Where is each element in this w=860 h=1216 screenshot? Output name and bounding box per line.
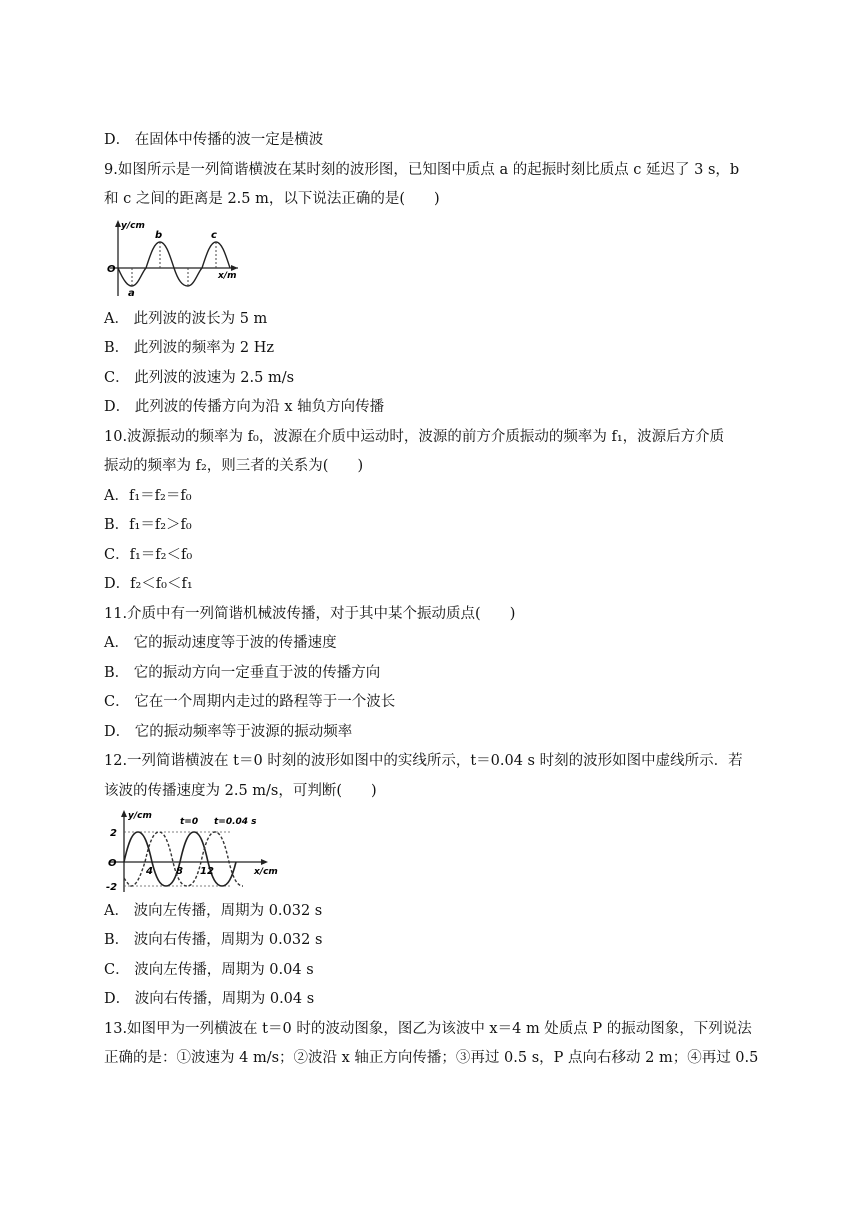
q9-option-a: A． 此列波的波长为 5 m — [104, 311, 268, 327]
q9-origin-label: O — [107, 264, 116, 275]
q9-option-b: B． 此列波的频率为 2 Hz — [104, 340, 274, 356]
q12-option-a: A． 波向左传播，周期为 0.032 s — [104, 903, 323, 919]
q10-option-a: A．f₁＝f₂＝f₀ — [104, 488, 192, 504]
q10-option-c: C．f₁＝f₂＜f₀ — [104, 547, 193, 563]
q9-x-axis-label: x/m — [218, 271, 237, 281]
q12-ytick-2: 2 — [110, 828, 117, 839]
q9-wave-curve — [118, 242, 230, 286]
q12-label-t004: t=0.04 s — [214, 817, 257, 827]
q10-stem-line-2: 振动的频率为 f₂，则三者的关系为( ) — [104, 458, 364, 474]
q12-wave-figure — [104, 806, 280, 894]
q12-x-axis-label: x/cm — [254, 867, 278, 877]
q12-option-c: C． 波向左传播，周期为 0.04 s — [104, 962, 314, 978]
q11-option-d: D． 它的振动频率等于波源的振动频率 — [104, 724, 353, 740]
q12-origin-label: O — [108, 858, 117, 869]
q9-point-a-label: a — [128, 288, 135, 299]
q9-y-axis-label: y/cm — [121, 221, 145, 231]
q12-ytick-neg2: -2 — [106, 882, 118, 893]
q11-option-c: C． 它在一个周期内走过的路程等于一个波长 — [104, 694, 396, 710]
q9-stem-line-2: 和 c 之间的距离是 2.5 m，以下说法正确的是( ) — [104, 191, 440, 207]
q12-stem-line-1: 12.一列简谐横波在 t＝0 时刻的波形如图中的实线所示，t＝0.04 s 时刻的波形如图中虚线所示．若 — [104, 753, 743, 769]
q13-stem-line-2: 正确的是：①波速为 4 m/s；②波沿 x 轴正方向传播；③再过 0.5 s，P 点向右移动 2 m；④再过 0.5 — [104, 1050, 759, 1066]
q9-stem-line-1: 9.如图所示是一列简谐横波在某时刻的波形图，已知图中质点 a 的起振时刻比质点 c 延迟了 3 s，b — [104, 162, 740, 178]
q13-stem-line-1: 13.如图甲为一列横波在 t＝0 时的波动图象，图乙为该波中 x＝4 m 处质点 P 的振动图象，下列说法 — [104, 1021, 752, 1037]
q12-label-t0: t=0 — [180, 817, 199, 827]
q10-option-b: B．f₁＝f₂＞f₀ — [104, 517, 192, 533]
q9-wave-figure — [104, 216, 244, 300]
q12-xtick-12: 12 — [200, 866, 214, 877]
q12-xtick-8: 8 — [176, 866, 183, 877]
q12-option-d: D． 波向右传播，周期为 0.04 s — [104, 991, 315, 1007]
q12-option-b: B． 波向右传播，周期为 0.032 s — [104, 932, 323, 948]
q9-point-b-label: b — [155, 230, 163, 241]
q11-option-b: B． 它的振动方向一定垂直于波的传播方向 — [104, 665, 381, 681]
q9-point-c-label: c — [211, 230, 217, 241]
q12-solid-wave-t0 — [124, 832, 236, 886]
q9-option-c: C． 此列波的波速为 2.5 m/s — [104, 370, 295, 386]
q12-xtick-4: 4 — [146, 866, 153, 877]
q11-stem: 11.介质中有一列简谐机械波传播，对于其中某个振动质点( ) — [104, 606, 516, 622]
q11-option-a: A． 它的振动速度等于波的传播速度 — [104, 635, 337, 651]
q9-option-d: D． 此列波的传播方向为沿 x 轴负方向传播 — [104, 399, 385, 415]
q12-stem-line-2: 该波的传播速度为 2.5 m/s，可判断( ) — [104, 783, 377, 799]
q8-option-d: D． 在固体中传播的波一定是横波 — [104, 132, 324, 148]
q12-y-axis-label: y/cm — [128, 811, 152, 821]
q10-option-d: D．f₂＜f₀＜f₁ — [104, 576, 193, 592]
q12-dashed-wave-t004 — [124, 832, 243, 886]
q10-stem-line-1: 10.波源振动的频率为 f₀，波源在介质中运动时，波源的前方介质振动的频率为 f₁，波源后方介质 — [104, 429, 725, 445]
